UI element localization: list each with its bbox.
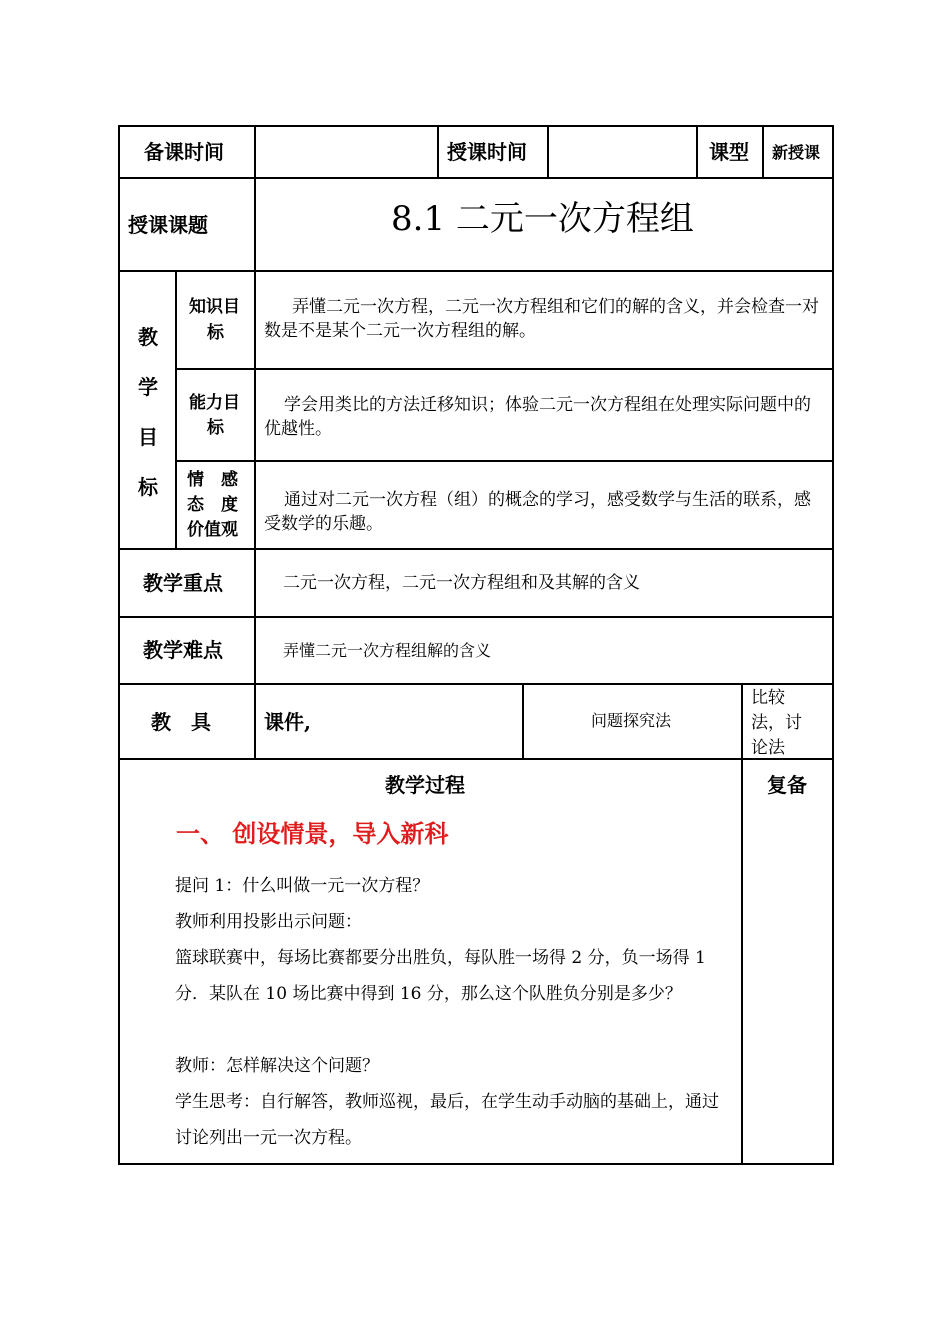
emotion-goal-label: 价值观 [187, 520, 238, 540]
process-paragraph: 教师：怎样解决这个问题？ [175, 1056, 379, 1076]
table-border-left [118, 125, 120, 1165]
objectives-label-char-3: 目 [138, 425, 158, 449]
table-rule [437, 125, 439, 179]
process-paragraph: 教师利用投影出示问题： [175, 912, 362, 932]
table-rule [118, 177, 834, 179]
table-rule [175, 368, 834, 370]
section-title: 一、 创设情景，导入新科 [176, 819, 449, 848]
lesson-type-label: 课型 [709, 140, 749, 164]
tools-value: 课件, [264, 710, 311, 734]
process-paragraph: 提问 1：什么叫做一元一次方程？ [175, 876, 430, 896]
objectives-label-char-4: 标 [138, 475, 158, 499]
process-header: 教学过程 [385, 773, 465, 797]
prep-time-label: 备课时间 [144, 140, 224, 164]
difficulty-label: 教学难点 [143, 638, 223, 662]
table-rule [522, 683, 524, 760]
ability-goal-label: 能力目 [189, 393, 240, 413]
table-rule [118, 616, 834, 618]
table-border-bottom [118, 1163, 834, 1165]
table-rule [547, 125, 549, 179]
key-point-text: 二元一次方程，二元一次方程组和及其解的含义 [283, 573, 640, 593]
objectives-label-char-2: 学 [138, 375, 158, 399]
objectives-label-char-1: 教 [138, 325, 158, 349]
review-header: 复备 [767, 773, 807, 797]
process-paragraph: 学生思考：自行解答，教师巡视，最后，在学生动手动脑的基础上，通过讨论列出一元一次方程。 [175, 1092, 719, 1148]
table-rule [118, 683, 834, 685]
table-border-top [118, 125, 834, 127]
table-border-right [832, 125, 834, 1165]
tools-label: 教 具 [151, 710, 211, 734]
knowledge-goal-label: 知识目 [189, 297, 240, 317]
ability-goal-text: 学会用类比的方法迁移知识；体验二元一次方程组在处理实际问题中的优越性。 [264, 395, 811, 439]
knowledge-goal-text: 弄懂二元一次方程，二元一次方程组和它们的解的含义，并会检查一对数是不是某个二元一次方程组的解。 [264, 297, 819, 341]
ability-goal-label: 标 [207, 418, 224, 438]
emotion-goal-label: 态 度 [187, 495, 238, 515]
emotion-goal-label: 情 感 [187, 470, 238, 490]
table-rule [118, 758, 834, 760]
table-rule [118, 270, 834, 272]
teaching-method-extra: 比较法，讨论法 [751, 688, 802, 758]
table-rule [762, 125, 764, 179]
table-rule [254, 125, 256, 760]
lesson-type-value: 新授课 [772, 143, 821, 162]
teach-time-label: 授课时间 [447, 140, 527, 164]
key-point-label: 教学重点 [143, 571, 223, 595]
emotion-goal-text: 通过对二元一次方程（组）的概念的学习，感受数学与生活的联系，感受数学的乐趣。 [264, 490, 811, 534]
knowledge-goal-label: 标 [207, 323, 224, 343]
table-rule [175, 460, 834, 462]
teaching-method: 问题探究法 [591, 711, 672, 730]
table-rule [175, 270, 177, 550]
table-rule [741, 683, 743, 1165]
process-paragraph: 篮球联赛中，每场比赛都要分出胜负，每队胜一场得 2 分，负一场得 1 分．某队在 10 场比赛中得到 16 分，那么这个队胜负分别是多少？ [175, 948, 706, 1004]
topic-label: 授课课题 [128, 213, 208, 237]
difficulty-text: 弄懂二元一次方程组解的含义 [283, 641, 492, 660]
table-rule [696, 125, 698, 179]
table-rule [118, 548, 834, 550]
lesson-title: 8.1 二元一次方程组 [391, 199, 694, 239]
